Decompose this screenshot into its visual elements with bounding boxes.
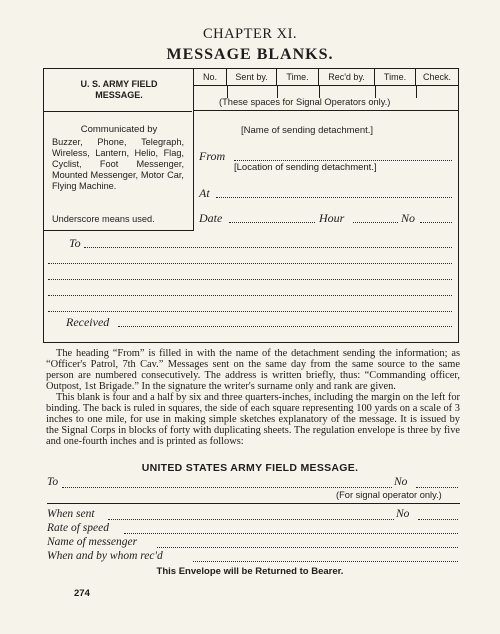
received-line[interactable] — [118, 326, 452, 327]
page-title: MESSAGE BLANKS. — [166, 46, 334, 63]
signal-divider — [194, 110, 458, 111]
name-of-messenger-label: Name of messenger — [47, 536, 138, 548]
page-number: 274 — [74, 588, 90, 599]
from-line[interactable] — [234, 160, 452, 161]
envelope-no2-label: No — [396, 508, 410, 520]
rate-of-speed-label: Rate of speed — [47, 522, 109, 534]
when-received-label: When and by whom rec'd — [47, 550, 163, 562]
col-recd-by: Rec'd by. — [319, 69, 375, 85]
paragraph-blank-description: This blank is four and a half by six and three quarters-inches, including the margin on the left for binding. The back is ruled in squares, the side of each square representing 100 yards on a scale of 3 inches to one mile, for use in making simple sketches explanatory of the message. It is issued by the Signal Corps in blocks of forty with duplicating sheets. The regulation envelope is three by five and one-fourth inches and is printed as follows: — [46, 392, 460, 447]
envelope-divider — [47, 503, 460, 504]
hour-label: Hour — [319, 211, 345, 225]
date-line[interactable] — [229, 222, 315, 223]
to-line[interactable] — [84, 247, 452, 248]
at-label: At — [199, 186, 210, 200]
message-line[interactable] — [48, 295, 452, 296]
signal-operator-note: (For signal operator only.) — [336, 490, 442, 500]
when-sent-label: When sent — [47, 508, 95, 520]
paragraph-from-heading: The heading “From” is filled in with the name of the detachment sending the information; as “Officer's Patrol, 7th Cav.” Messages sent on the same day from the same source to the same person are numbered consecutively. The address is written briefly, thus: “Commanding officer, Outpost, 1st Brigade.” In the signature the writer's surname only and rank are given. — [46, 348, 460, 392]
when-sent-line[interactable] — [108, 519, 394, 520]
rate-of-speed-line[interactable] — [124, 533, 458, 534]
no-line[interactable] — [420, 222, 452, 223]
operator-header-row — [194, 69, 458, 86]
col-time: Time. — [277, 69, 319, 85]
envelope-no2-line[interactable] — [418, 519, 458, 520]
message-line[interactable] — [48, 279, 452, 280]
return-to-bearer-note: This Envelope will be Returned to Bearer. — [156, 566, 344, 577]
to-label: To — [69, 236, 81, 250]
received-label: Received — [66, 315, 110, 329]
when-received-line[interactable] — [193, 561, 458, 562]
from-label: From — [199, 149, 226, 163]
means-list: Buzzer, Phone, Telegraph, Wireless, Lantern, Helio, Flag, Cyclist, Foot Messenger, Mounted Messenger, Motor Car, Flying Machine. — [52, 137, 184, 191]
signal-operators-note: (These spaces for Signal Operators only.) — [219, 97, 391, 107]
col-sent-by: Sent by. — [227, 69, 277, 85]
col-divider-extension — [416, 85, 417, 98]
date-label: Date — [199, 211, 223, 225]
envelope-no-line[interactable] — [416, 487, 458, 488]
hour-line[interactable] — [353, 222, 398, 223]
panel-divider — [44, 111, 192, 112]
location-of-detachment-caption: [Location of sending detachment.] — [234, 162, 377, 173]
communication-panel — [44, 69, 194, 231]
name-of-messenger-line[interactable] — [157, 547, 458, 548]
no-label: No — [401, 211, 416, 225]
message-line[interactable] — [48, 263, 452, 264]
at-line[interactable] — [216, 197, 452, 198]
underscore-note: Underscore means used. — [52, 214, 155, 224]
envelope-no-label: No — [394, 476, 408, 488]
col-no: No. — [194, 69, 227, 85]
communicated-by-label: Communicated by — [80, 124, 158, 135]
col-check: Check. — [422, 72, 451, 82]
envelope-to-line[interactable] — [62, 487, 392, 488]
message-line[interactable] — [48, 311, 452, 312]
name-of-detachment-caption: [Name of sending detachment.] — [241, 125, 374, 136]
chapter-heading: CHAPTER XI. — [202, 26, 298, 42]
message-blank-form — [43, 68, 459, 343]
envelope-heading: UNITED STATES ARMY FIELD MESSAGE. — [141, 462, 359, 474]
army-field-message-heading: U. S. ARMY FIELD MESSAGE. — [80, 79, 158, 100]
explanatory-text — [46, 348, 460, 447]
envelope-to-label: To — [47, 476, 59, 488]
col-time-2: Time. — [375, 69, 416, 85]
